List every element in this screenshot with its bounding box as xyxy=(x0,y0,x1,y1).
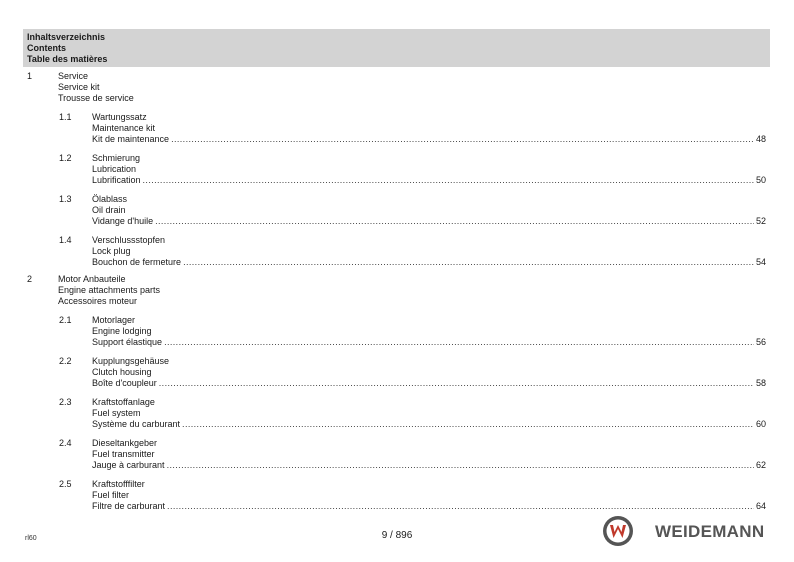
page-number: 48 xyxy=(755,134,766,144)
subsection-title-de: Wartungssatz xyxy=(92,112,147,122)
subsection-number: 1.2 xyxy=(59,153,72,163)
subsection-title-fr: Support élastique xyxy=(92,337,163,347)
subsection-title-de: Motorlager xyxy=(92,315,136,325)
dot-leader xyxy=(159,378,754,389)
dot-leader xyxy=(164,337,754,348)
subsection-title-fr: Jauge à carburant xyxy=(92,460,165,470)
subsection-title-en: Clutch housing xyxy=(92,367,152,377)
toc-entry-link[interactable] xyxy=(92,216,766,227)
subsection-title-de: Kraftstofffilter xyxy=(92,479,145,489)
toc-entry-link[interactable] xyxy=(92,378,766,389)
dot-leader xyxy=(182,419,754,430)
subsection-title-en: Lock plug xyxy=(92,246,131,256)
document-code: rl60 xyxy=(25,535,37,542)
page-indicator: 9 / 896 xyxy=(381,530,413,541)
subsection-number: 2.2 xyxy=(59,356,72,366)
toc-entry-link[interactable] xyxy=(92,175,766,186)
subsection-title-en: Engine lodging xyxy=(92,326,152,336)
page-number: 54 xyxy=(755,257,766,267)
subsection-title-en: Fuel transmitter xyxy=(92,449,155,459)
section-number: 1 xyxy=(27,71,33,81)
toc-title-de: Inhaltsverzeichnis xyxy=(27,32,106,42)
subsection-number: 1.1 xyxy=(59,112,72,122)
dot-leader xyxy=(155,216,754,227)
subsection-title-fr: Lubrification xyxy=(92,175,141,185)
dot-leader xyxy=(171,134,754,145)
section-title-de: Service xyxy=(58,71,89,81)
dot-leader xyxy=(167,460,754,471)
section-title-fr: Accessoires moteur xyxy=(58,296,138,306)
subsection-title-de: Kupplungsgehäuse xyxy=(92,356,170,366)
page-number: 56 xyxy=(755,337,766,347)
dot-leader xyxy=(167,501,754,512)
section-title-en: Engine attachments parts xyxy=(58,285,161,295)
subsection-title-fr: Bouchon de fermeture xyxy=(92,257,182,267)
page-number: 58 xyxy=(755,378,766,388)
section-number: 2 xyxy=(27,274,33,284)
subsection-number: 2.1 xyxy=(59,315,72,325)
page-number: 50 xyxy=(755,175,766,185)
subsection-title-de: Verschlussstopfen xyxy=(92,235,166,245)
subsection-title-de: Schmierung xyxy=(92,153,141,163)
page-number: 60 xyxy=(755,419,766,429)
brand-name: WEIDEMANN xyxy=(655,522,765,541)
subsection-title-de: Dieseltankgeber xyxy=(92,438,158,448)
toc-entry-link[interactable] xyxy=(92,257,766,268)
page-number: 64 xyxy=(755,501,766,511)
toc-entry-link[interactable] xyxy=(92,501,766,512)
weidemann-logo-icon xyxy=(602,515,634,547)
subsection-number: 2.5 xyxy=(59,479,72,489)
toc-entry-link[interactable] xyxy=(92,419,766,430)
toc-title-en: Contents xyxy=(27,43,66,53)
subsection-title-en: Lubrication xyxy=(92,164,137,174)
dot-leader xyxy=(183,257,754,268)
subsection-title-de: Ölablass xyxy=(92,194,128,204)
subsection-number: 2.3 xyxy=(59,397,72,407)
section-title-fr: Trousse de service xyxy=(58,93,134,103)
subsection-title-en: Fuel filter xyxy=(92,490,130,500)
section-title-de: Motor Anbauteile xyxy=(58,274,126,284)
subsection-title-en: Maintenance kit xyxy=(92,123,156,133)
subsection-title-fr: Kit de maintenance xyxy=(92,134,170,144)
subsection-number: 2.4 xyxy=(59,438,72,448)
toc-entry-link[interactable] xyxy=(92,460,766,471)
toc-entry-link[interactable] xyxy=(92,337,766,348)
dot-leader xyxy=(143,175,754,186)
subsection-title-fr: Boîte d'coupleur xyxy=(92,378,157,388)
subsection-title-fr: Vidange d'huile xyxy=(92,216,154,226)
subsection-title-fr: Filtre de carburant xyxy=(92,501,166,511)
subsection-number: 1.3 xyxy=(59,194,72,204)
section-title-en: Service kit xyxy=(58,82,100,92)
subsection-number: 1.4 xyxy=(59,235,72,245)
toc-entry-link[interactable] xyxy=(92,134,766,145)
subsection-title-en: Fuel system xyxy=(92,408,141,418)
page-number: 52 xyxy=(755,216,766,226)
subsection-title-de: Kraftstoffanlage xyxy=(92,397,155,407)
toc-title-fr: Table des matières xyxy=(27,54,108,64)
subsection-title-fr: Système du carburant xyxy=(92,419,181,429)
subsection-title-en: Oil drain xyxy=(92,205,126,215)
page-number: 62 xyxy=(755,460,766,470)
